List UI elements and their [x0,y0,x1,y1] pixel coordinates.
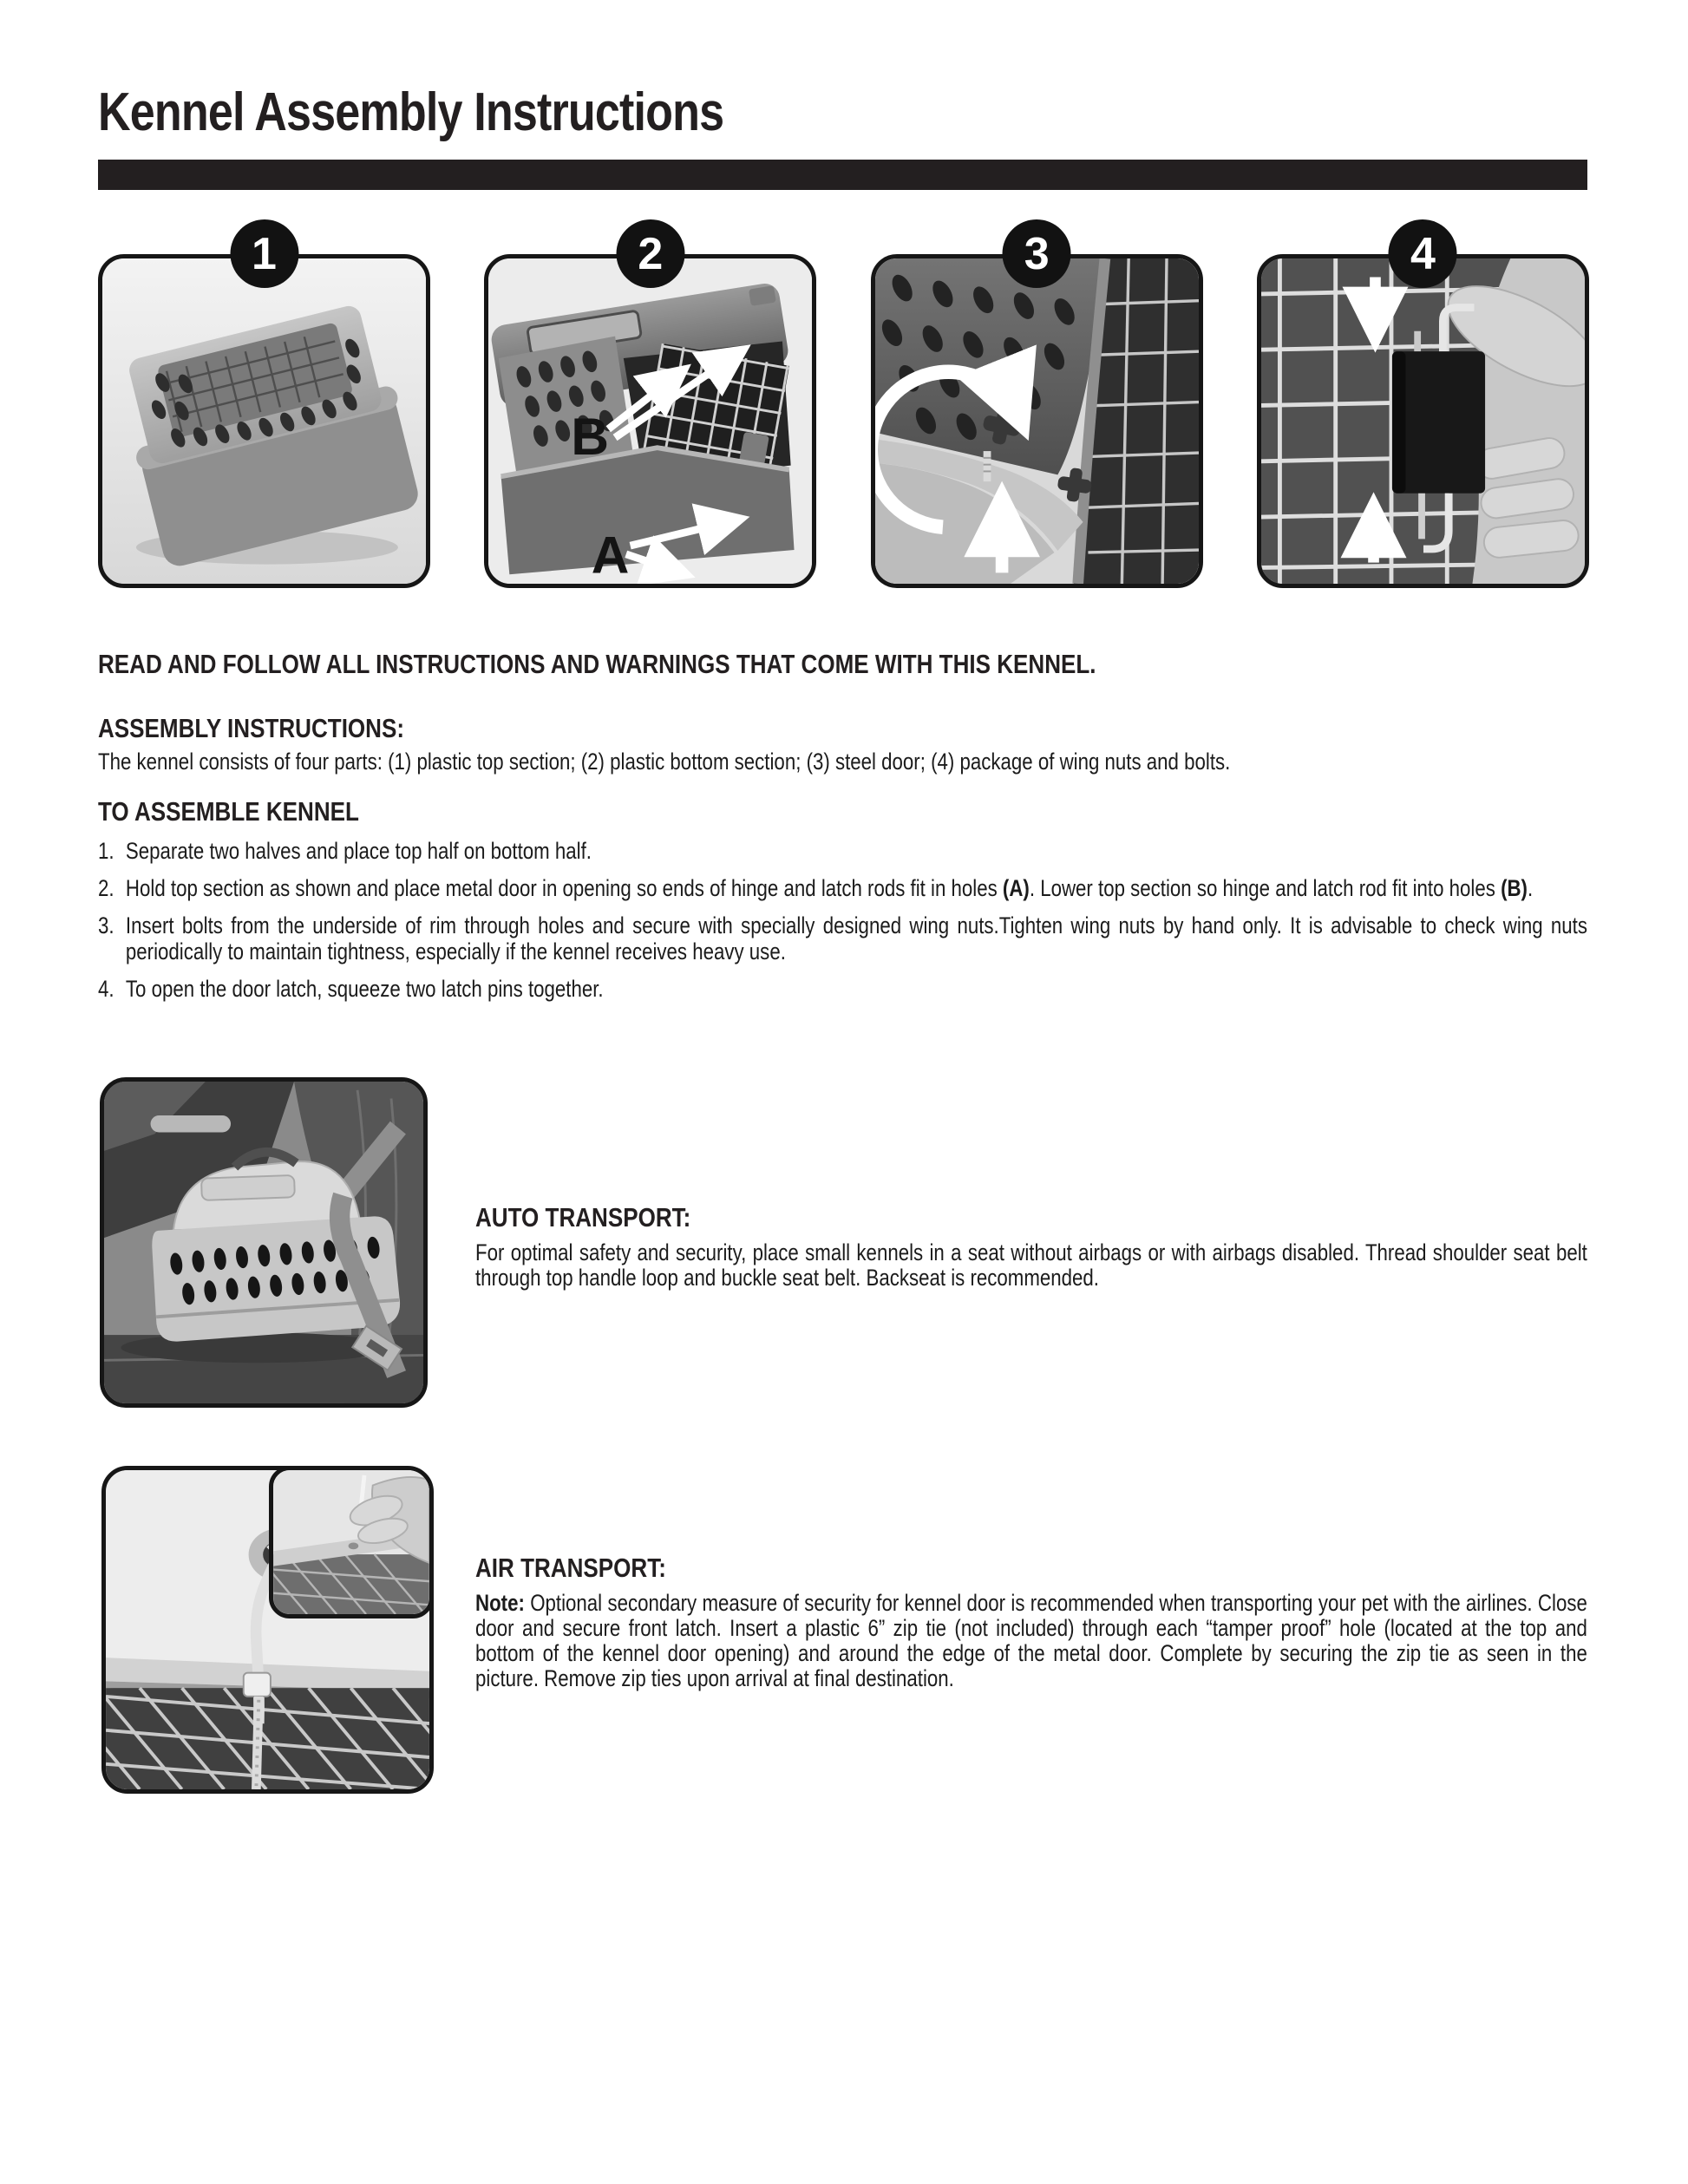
list-item [98,875,1587,901]
warning-heading: READ AND FOLLOW ALL INSTRUCTIONS AND WARNINGS THAT COME WITH THIS KENNEL. [98,649,1096,679]
warning-section [98,649,1587,680]
list-item-text: To open the door latch, squeeze two latch pins together. [125,976,604,1002]
zip-tie-insert-inset [273,1470,429,1614]
step-2-badge: 2 [616,219,684,288]
list-item-text: Hold top section as shown and place metal door in opening so ends of hinge and latch rods fit in holes (A). Lower top section so hinge and latch rod fit into holes (B). [125,875,1534,901]
figure-step-3 [871,228,1203,588]
figure-step-1 [98,228,430,588]
hole-label-a: A [592,525,630,584]
door-placement-photo [488,258,812,584]
list-item-marker: 4. [98,976,114,1002]
assembly-step-figures [98,228,1589,588]
air-transport-section [475,1553,1587,1691]
auto-transport-heading: AUTO TRANSPORT: [475,1202,691,1233]
to-assemble-heading: TO ASSEMBLE KENNEL [98,796,359,827]
list-item-text: Separate two halves and place top half on bottom half. [125,838,592,864]
wing-nut-photo [875,258,1199,584]
kennel-in-car-photo [104,1082,423,1403]
step-1-badge: 1 [230,219,298,288]
auto-transport-photo [100,1077,428,1408]
figure-step-4 [1257,228,1589,588]
list-item [98,838,1587,864]
air-transport-photo [101,1466,434,1794]
page-title: Kennel Assembly Instructions [98,82,724,142]
list-item [98,976,1587,1002]
list-item [98,912,1587,964]
assembly-instructions-body: The kennel consists of four parts: (1) plastic top section; (2) plastic bottom section; (3) steel door; (4) package of wing nuts and bolts. [98,749,1231,775]
to-assemble-section [98,796,1587,1013]
list-item-marker: 1. [98,838,114,864]
auto-transport-body: For optimal safety and security, place small kennels in a seat without airbags or with airbags disabled. Thread shoulder seat belt through top handle loop and buckle seat belt. Backseat is recommended. [475,1239,1587,1291]
air-transport-inset-photo [269,1466,434,1618]
auto-transport-section [475,1202,1587,1291]
list-item-marker: 2. [98,875,114,901]
kennel-halves-nested-photo [102,258,426,584]
figure-step-2 [484,228,816,588]
latch-squeeze-photo [1261,258,1585,584]
hole-label-b: B [571,406,610,466]
air-transport-heading: AIR TRANSPORT: [475,1553,666,1583]
air-transport-body: Note: Optional secondary measure of security for kennel door is recommended when transporting your pet with the airlines. Close door and secure front latch. Insert a plastic 6” zip tie (not included) through each “tamper proof” hole (located at the top and bottom of the kennel door opening) and around the edge of the metal door. Complete by securing the zip tie as seen in the picture. Remove zip ties upon arrival at final destination. [475,1590,1587,1691]
assembly-step-list [98,838,1587,1002]
list-item-marker: 3. [98,912,114,938]
assembly-instructions-section [98,713,1587,775]
step-4-badge: 4 [1389,219,1457,288]
step-3-badge: 3 [1003,219,1071,288]
list-item-text: Insert bolts from the underside of rim through holes and secure with specially designed wing nuts.Tighten wing nuts by hand only. It is advisable to check wing nuts periodically to maintain tightness, especially if the kennel receives heavy use. [125,912,1587,964]
title-rule [98,160,1587,190]
assembly-instructions-heading: ASSEMBLY INSTRUCTIONS: [98,713,405,743]
